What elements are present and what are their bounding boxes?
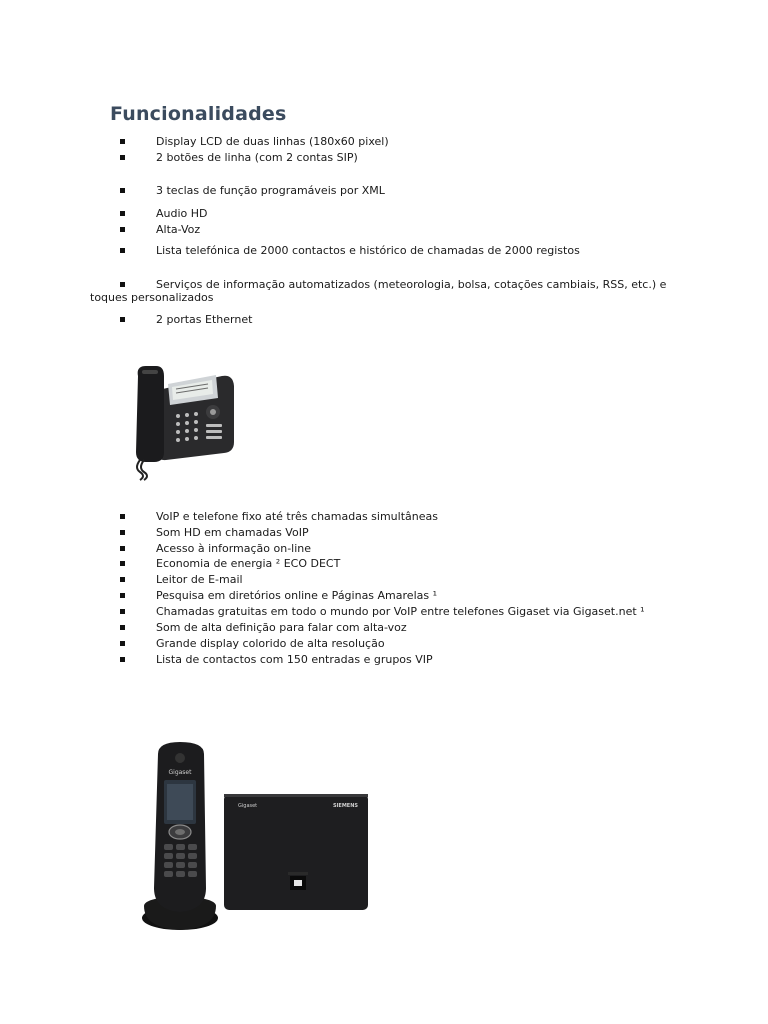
bullet-icon bbox=[120, 227, 125, 232]
list-item: Acesso à informação on-line bbox=[156, 542, 312, 555]
bullet-icon bbox=[120, 546, 125, 551]
dect-phone-image bbox=[112, 728, 402, 953]
list-item: VoIP e telefone fixo até três chamadas simultâneas bbox=[156, 510, 438, 523]
bullet-icon bbox=[120, 317, 125, 322]
bullet-icon bbox=[120, 139, 125, 144]
list-item: Som HD em chamadas VoIP bbox=[156, 526, 309, 539]
bullet-icon bbox=[120, 625, 125, 630]
list-item: 2 portas Ethernet bbox=[156, 313, 253, 326]
list-item: Display LCD de duas linhas (180x60 pixel) bbox=[156, 135, 389, 148]
bullet-icon bbox=[120, 593, 125, 598]
list-item: Leitor de E-mail bbox=[156, 573, 243, 586]
list-item: Audio HD bbox=[156, 207, 208, 220]
list-item: 2 botões de linha (com 2 contas SIP) bbox=[156, 151, 358, 164]
bullet-icon bbox=[120, 641, 125, 646]
ip-desk-phone-image bbox=[130, 360, 240, 482]
bullet-icon bbox=[120, 609, 125, 614]
bullet-icon bbox=[120, 248, 125, 253]
list-item: Alta-Voz bbox=[156, 223, 201, 236]
page-title: Funcionalidades bbox=[110, 103, 287, 125]
list-item: Chamadas gratuitas em todo o mundo por VoIP entre telefones Gigaset via Gigaset.net ¹ bbox=[156, 605, 645, 618]
bullet-icon bbox=[120, 530, 125, 535]
bullet-icon bbox=[120, 155, 125, 160]
bullet-icon bbox=[120, 211, 125, 216]
list-item: Lista de contactos com 150 entradas e grupos VIP bbox=[156, 653, 433, 666]
base-model-label: Gigaset bbox=[238, 803, 258, 809]
list-item: Pesquisa em diretórios online e Páginas Amarelas ¹ bbox=[156, 589, 437, 602]
list-item: 3 teclas de função programáveis por XML bbox=[156, 184, 385, 197]
bullet-icon bbox=[120, 188, 125, 193]
bullet-icon bbox=[120, 577, 125, 582]
list-item: Som de alta definição para falar com alta-voz bbox=[156, 621, 407, 634]
list-item: Grande display colorido de alta resolução bbox=[156, 637, 385, 650]
handset-brand-label: Gigaset bbox=[168, 769, 192, 776]
bullet-icon bbox=[120, 657, 125, 662]
list-item: Lista telefónica de 2000 contactos e histórico de chamadas de 2000 registos bbox=[156, 244, 580, 257]
list-item: Economia de energia ² ECO DECT bbox=[156, 557, 341, 570]
base-brand-label: SIEMENS bbox=[332, 803, 358, 809]
bullet-icon bbox=[120, 514, 125, 519]
list-item: Serviços de informação automatizados (meteorologia, bolsa, cotações cambiais, RSS, etc.) e toques personalizados bbox=[90, 278, 667, 304]
bullet-icon bbox=[120, 561, 125, 566]
